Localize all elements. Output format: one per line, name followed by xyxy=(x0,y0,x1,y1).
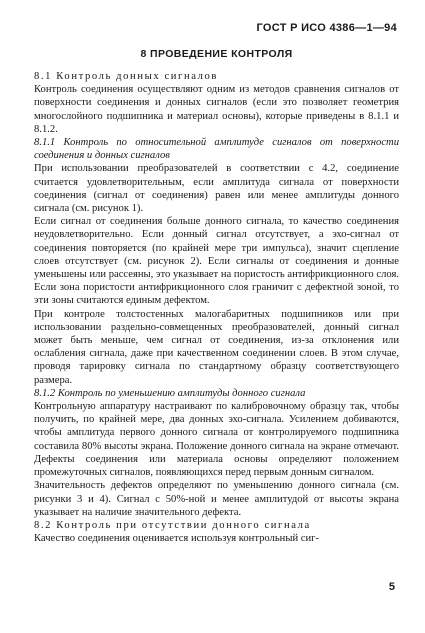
paragraph-5: Контрольную аппаратуру настраивают по калибровочному образцу так, чтобы получить, по крайней мере, два донных эхо-сигнала. Усилением добиваются, чтобы амплитуда первого донного сигнала от контролируемого подшипника составила 80% высоты экрана. Положение донного сигнала на экране отмечают. Дефекты соединения или материала основы определяют положением промежуточных сигналов, появляющихся перед первым донным сигналом. xyxy=(34,401,399,479)
document-header: ГОСТ Р ИСО 4386—1—94 xyxy=(256,22,397,34)
paragraph-4: При контроле толстостенных малогабаритных подшипников или при использовании раздельно-совмещенных преобразователей, донный сигнал может быть меньше, чем сигнал от соединения, из-за отклонения или ослабления сигнала, даже при качественном соединении слоев. В этом случае, проводя тарировку сигнала по стандартному образцу соответствующего размера. xyxy=(34,308,399,386)
document-body xyxy=(34,70,399,545)
subsection-8-1-1-heading: 8.1.1 Контроль по относительной амплитуде сигналов от поверхности соединения и донных сигналов xyxy=(34,137,399,162)
paragraph-3: Если сигнал от соединения больше донного сигнала, то качество соединения неудовлетворительно. Если донный сигнал отсутствует, а эхо-сигнал от соединения повторяется (по крайней мере три импульса), значит сцепление слоев отсутствует (см. рисунок 2). Если сигналы от соединения и донные уменьшены или рассеяны, это указывает на пористость антифрикционного слоя. Если зона пористости антифрикционного слоя граничит с дефектной зоной, то эти зоны считаются единым дефектом. xyxy=(34,216,399,307)
page-number: 5 xyxy=(388,581,395,593)
paragraph-6: Значительность дефектов определяют по уменьшению донного сигнала (см. рисунки 3 и 4). Сигнал с 50%-ной и менее амплитудой от высоты экрана указывает на наличие значительного дефекта. xyxy=(34,480,399,518)
paragraph-2: При использовании преобразователей в соответствии с 4.2, соединение считается удовлетворительным, если амплитуда сигнала от поверхности соединения (сигнал от соединения) равен или менее амплитуды донного сигнала (см. рисунок 1). xyxy=(34,163,399,215)
subsection-8-1-heading: 8.1 Контроль донных сигналов xyxy=(34,71,219,82)
subsection-8-1-2-heading: 8.1.2 Контроль по уменьшению амплитуды донного сигнала xyxy=(34,387,306,399)
paragraph-7: Качество соединения оценивается используя контрольный сиг- xyxy=(34,533,320,545)
paragraph-1: Контроль соединения осуществляют одним из методов сравнения сигналов от поверхности соединения и донных сигналов (если это позволяет геометрия многослойного подшипника и материал основы), которые приведены в 8.1.1 и 8.1.2. xyxy=(34,84,399,135)
section-title: 8 ПРОВЕДЕНИЕ КОНТРОЛЯ xyxy=(140,48,293,60)
subsection-8-2-heading: 8.2 Контроль при отсутствии донного сигнала xyxy=(34,519,311,531)
